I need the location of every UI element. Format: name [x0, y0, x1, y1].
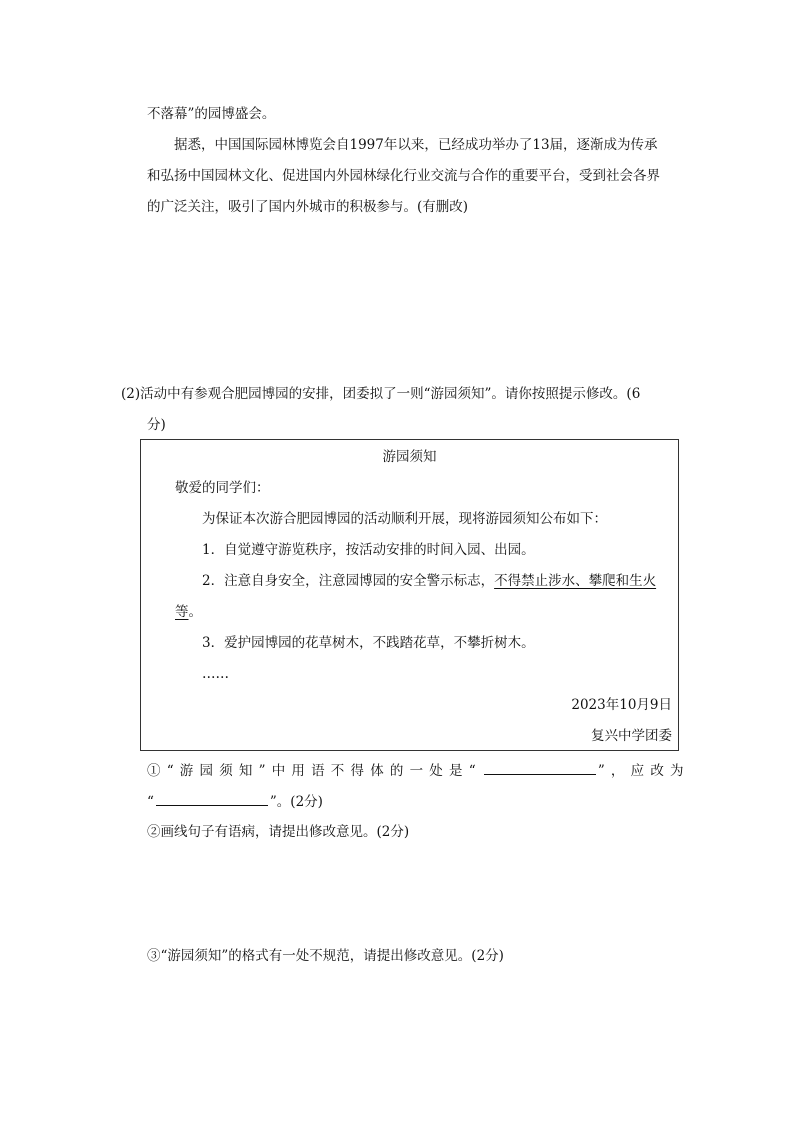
sub-question-1: [147, 760, 690, 781]
sub-question-3: ③“游园须知”的格式有一处不规范，请提出修改意见。(2分): [147, 948, 504, 964]
answer-blank-2[interactable]: [156, 791, 268, 806]
notice-rule-2: [202, 571, 656, 591]
notice-intro: 为保证本次游合肥园博园的活动顺利开展，现将游园须知公布如下：: [202, 511, 607, 527]
notice-greeting: 敬爱的同学们：: [175, 480, 270, 496]
passage-line-3: 和弘扬中国园林文化、促进国内外园林绿化行业交流与合作的重要平台，受到社会各界: [147, 168, 660, 184]
sub-question-1-text-4: ”。(2分): [269, 794, 323, 810]
answer-blank-1[interactable]: [484, 760, 596, 775]
notice-rule-2-underlined-cont: 等: [175, 604, 189, 620]
notice-ellipsis: ……: [202, 666, 229, 682]
notice-rule-2-end: 。: [188, 604, 202, 620]
notice-signature: 复兴中学团委: [591, 728, 672, 744]
sub-question-2: ②画线句子有语病，请提出修改意见。(2分): [147, 824, 410, 840]
notice-rule-3: 3．爱护园博园的花草树木，不践踏花草，不攀折树木。: [202, 635, 535, 651]
question-2-prompt-cont: 分): [147, 417, 166, 433]
passage-line-2: 据悉，中国国际园林博览会自1997年以来，已经成功举办了13届，逐渐成为传承: [174, 137, 658, 153]
notice-rule-2-underlined: 不得禁止涉水、攀爬和生火: [494, 573, 657, 589]
notice-title: 游园须知: [382, 449, 437, 465]
notice-rule-2-cont: [175, 602, 202, 622]
question-2-prompt: (2)活动中有参观合肥园博园的安排，团委拟了一则“游园须知”。请你按照提示修改。(6: [121, 386, 641, 402]
passage-line-1: 不落幕”的园博盛会。: [147, 106, 276, 122]
sub-question-1-cont: [147, 791, 323, 812]
notice-date: 2023年10月9日: [571, 697, 672, 713]
notice-rule-2-text: 2．注意自身安全，注意园博园的安全警示标志，: [202, 573, 495, 589]
notice-box: [140, 439, 679, 751]
notice-rule-1: 1．自觉遵守游览秩序，按活动安排的时间入园、出园。: [202, 542, 535, 558]
sub-question-1-text-3: “: [147, 794, 154, 810]
passage-line-4: 的广泛关注，吸引了国内外城市的积极参与。(有删改): [147, 199, 469, 215]
sub-question-1-text: ①“游园须知”中用语不得体的一处是“: [147, 763, 482, 779]
sub-question-1-text-2: ”，应改为: [597, 763, 690, 779]
